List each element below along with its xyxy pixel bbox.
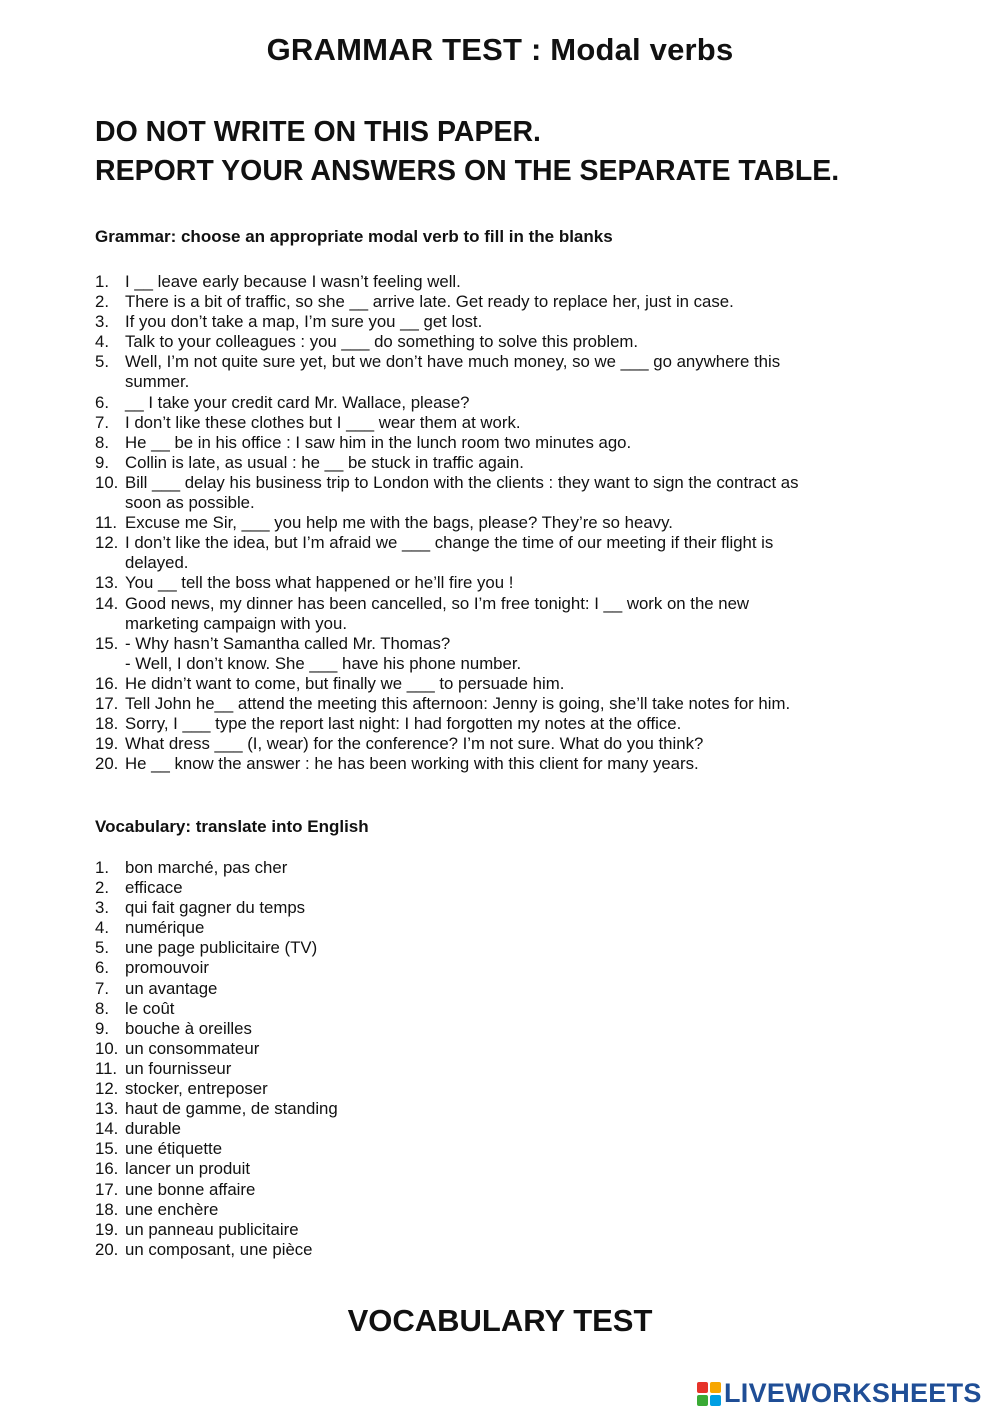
vocabulary-section-heading: Vocabulary: translate into English bbox=[95, 817, 369, 836]
grammar-question bbox=[95, 594, 895, 634]
grammar-question bbox=[95, 433, 895, 453]
item-text: I don’t like these clothes but I ___ wear them at work. bbox=[125, 412, 521, 432]
vocabulary-item bbox=[95, 1240, 895, 1260]
vocabulary-item bbox=[95, 1119, 895, 1139]
item-number: 17. bbox=[95, 1179, 119, 1199]
vocabulary-item bbox=[95, 1159, 895, 1179]
item-text: There is a bit of traffic, so she __ arrive late. Get ready to replace her, just in case. bbox=[125, 292, 734, 312]
item-text: He didn’t want to come, but finally we ___ to persuade him. bbox=[125, 673, 565, 693]
item-number: 18. bbox=[95, 1199, 119, 1219]
item-text: un consommateur bbox=[125, 1038, 260, 1058]
item-text: promouvoir bbox=[125, 958, 209, 978]
vocabulary-item bbox=[95, 898, 895, 918]
grammar-question bbox=[95, 292, 895, 312]
item-number: 5. bbox=[95, 938, 109, 958]
item-text: efficace bbox=[125, 878, 183, 898]
item-number: 13. bbox=[95, 1099, 119, 1119]
item-number: 3. bbox=[95, 898, 109, 918]
item-text: haut de gamme, de standing bbox=[125, 1099, 338, 1119]
item-text: Excuse me Sir, ___ you help me with the bags, please? They’re so heavy. bbox=[125, 513, 673, 533]
item-text: He __ be in his office : I saw him in the lunch room two minutes ago. bbox=[125, 432, 632, 452]
item-number: 18. bbox=[95, 714, 119, 734]
item-text: une étiquette bbox=[125, 1139, 223, 1159]
vocabulary-item bbox=[95, 1200, 895, 1220]
watermark-text: LIVEWORKSHEETS bbox=[724, 1378, 982, 1408]
item-number: 19. bbox=[95, 734, 119, 754]
item-number: 11. bbox=[95, 1058, 118, 1078]
item-number: 15. bbox=[95, 1139, 119, 1159]
vocabulary-item bbox=[95, 1019, 895, 1039]
item-number: 2. bbox=[95, 292, 109, 312]
item-number: 14. bbox=[95, 593, 119, 613]
item-text: If you don’t take a map, I’m sure you __ get lost. bbox=[125, 312, 483, 332]
grammar-question bbox=[95, 573, 895, 593]
grammar-question bbox=[95, 513, 895, 533]
item-text: Collin is late, as usual : he __ be stuck in traffic again. bbox=[125, 452, 524, 472]
item-text: Bill ___ delay his business trip to London with the clients : they want to sign the contract as soon as possible. bbox=[125, 472, 799, 513]
item-number: 8. bbox=[95, 998, 109, 1018]
item-text: bouche à oreilles bbox=[125, 1018, 252, 1038]
item-text: lancer un produit bbox=[125, 1159, 251, 1179]
item-text: I __ leave early because I wasn’t feeling well. bbox=[125, 272, 461, 291]
instruction-line-2: REPORT YOUR ANSWERS ON THE SEPARATE TABLE. bbox=[95, 155, 840, 187]
grammar-question bbox=[95, 272, 895, 292]
grammar-question bbox=[95, 453, 895, 473]
item-number: 11. bbox=[95, 513, 118, 533]
vocabulary-item bbox=[95, 1180, 895, 1200]
item-number: 16. bbox=[95, 1159, 119, 1179]
item-text: __ I take your credit card Mr. Wallace, please? bbox=[125, 392, 470, 412]
item-number: 1. bbox=[95, 272, 109, 291]
grammar-question bbox=[95, 473, 895, 513]
item-text: Talk to your colleagues : you ___ do something to solve this problem. bbox=[125, 332, 639, 352]
item-text: I don’t like the idea, but I’m afraid we ___ change the time of our meeting if their flight is delayed. bbox=[125, 533, 774, 573]
item-text: What dress ___ (I, wear) for the conference? I’m not sure. What do you think? bbox=[125, 734, 704, 754]
vocabulary-item bbox=[95, 1220, 895, 1240]
grammar-question bbox=[95, 332, 895, 352]
logo-square bbox=[697, 1395, 708, 1406]
vocabulary-item bbox=[95, 979, 895, 999]
logo-square bbox=[710, 1395, 721, 1406]
grammar-question bbox=[95, 634, 895, 674]
item-text: un avantage bbox=[125, 978, 218, 998]
grammar-question bbox=[95, 413, 895, 433]
item-number: 20. bbox=[95, 1239, 119, 1259]
vocabulary-item bbox=[95, 878, 895, 898]
grammar-question bbox=[95, 694, 895, 714]
vocabulary-test-title: VOCABULARY TEST bbox=[347, 1303, 653, 1338]
grammar-question bbox=[95, 533, 895, 573]
item-text: une enchère bbox=[125, 1199, 219, 1219]
item-number: 9. bbox=[95, 1018, 109, 1038]
liveworksheets-logo-icon bbox=[697, 1382, 721, 1406]
grammar-question bbox=[95, 714, 895, 734]
item-number: 12. bbox=[95, 1079, 119, 1099]
vocabulary-item bbox=[95, 918, 895, 938]
item-text: une page publicitaire (TV) bbox=[125, 938, 318, 958]
item-number: 6. bbox=[95, 392, 109, 412]
grammar-question bbox=[95, 674, 895, 694]
item-text: bon marché, pas cher bbox=[125, 858, 288, 877]
item-number: 20. bbox=[95, 754, 119, 774]
grammar-question bbox=[95, 754, 895, 774]
item-text: un fournisseur bbox=[125, 1058, 232, 1078]
item-number: 2. bbox=[95, 878, 109, 898]
grammar-question-list bbox=[95, 272, 895, 774]
item-number: 1. bbox=[95, 858, 109, 877]
vocabulary-item bbox=[95, 1079, 895, 1099]
grammar-question bbox=[95, 312, 895, 332]
item-text: You __ tell the boss what happened or he’ll fire you ! bbox=[125, 573, 514, 593]
grammar-question bbox=[95, 393, 895, 413]
vocabulary-question-list bbox=[95, 858, 895, 1260]
instruction-line-1: DO NOT WRITE ON THIS PAPER. bbox=[95, 116, 541, 148]
vocabulary-item bbox=[95, 938, 895, 958]
item-text: Good news, my dinner has been cancelled, so I’m free tonight: I __ work on the new marketing campaign with you. bbox=[125, 593, 750, 633]
vocabulary-item bbox=[95, 1059, 895, 1079]
grammar-question bbox=[95, 734, 895, 754]
item-text: numérique bbox=[125, 918, 205, 938]
item-text: Well, I’m not quite sure yet, but we don’t have much money, so we ___ go anywhere this summer. bbox=[125, 352, 781, 392]
item-number: 3. bbox=[95, 312, 109, 332]
logo-square bbox=[697, 1382, 708, 1393]
item-number: 13. bbox=[95, 573, 119, 593]
item-number: 10. bbox=[95, 1038, 119, 1058]
vocabulary-item bbox=[95, 1139, 895, 1159]
item-number: 7. bbox=[95, 978, 109, 998]
item-number: 15. bbox=[95, 633, 119, 653]
item-number: 4. bbox=[95, 918, 109, 938]
item-number: 14. bbox=[95, 1119, 119, 1139]
item-text: un composant, une pièce bbox=[125, 1239, 313, 1259]
liveworksheets-watermark bbox=[697, 1378, 982, 1409]
item-text: durable bbox=[125, 1119, 181, 1139]
item-text: qui fait gagner du temps bbox=[125, 898, 306, 918]
item-number: 8. bbox=[95, 432, 109, 452]
item-number: 5. bbox=[95, 352, 109, 372]
instructions bbox=[95, 113, 975, 191]
item-text: le coût bbox=[125, 998, 175, 1018]
item-number: 10. bbox=[95, 472, 119, 492]
item-text: Sorry, I ___ type the report last night: I had forgotten my notes at the office. bbox=[125, 714, 682, 734]
item-number: 4. bbox=[95, 332, 109, 352]
vocabulary-item bbox=[95, 999, 895, 1019]
item-text: He __ know the answer : he has been working with this client for many years. bbox=[125, 754, 699, 774]
item-number: 6. bbox=[95, 958, 109, 978]
item-number: 17. bbox=[95, 693, 119, 713]
item-number: 16. bbox=[95, 673, 119, 693]
logo-square bbox=[710, 1382, 721, 1393]
grammar-section-heading: Grammar: choose an appropriate modal verb to fill in the blanks bbox=[95, 227, 613, 246]
item-text: stocker, entreposer bbox=[125, 1079, 268, 1099]
grammar-question bbox=[95, 352, 895, 392]
vocabulary-item bbox=[95, 858, 895, 878]
vocabulary-item bbox=[95, 1099, 895, 1119]
vocabulary-item bbox=[95, 1039, 895, 1059]
page-title: GRAMMAR TEST : Modal verbs bbox=[266, 32, 734, 67]
item-number: 19. bbox=[95, 1219, 119, 1239]
item-number: 9. bbox=[95, 452, 109, 472]
item-text: une bonne affaire bbox=[125, 1179, 256, 1199]
item-text: un panneau publicitaire bbox=[125, 1219, 299, 1239]
item-number: 7. bbox=[95, 412, 109, 432]
item-text: Tell John he__ attend the meeting this afternoon: Jenny is going, she’ll take notes for him. bbox=[125, 693, 791, 713]
item-number: 12. bbox=[95, 533, 119, 553]
item-text: - Why hasn’t Samantha called Mr. Thomas? - Well, I don’t know. She ___ have his phone number. bbox=[125, 633, 522, 673]
vocabulary-item bbox=[95, 958, 895, 978]
